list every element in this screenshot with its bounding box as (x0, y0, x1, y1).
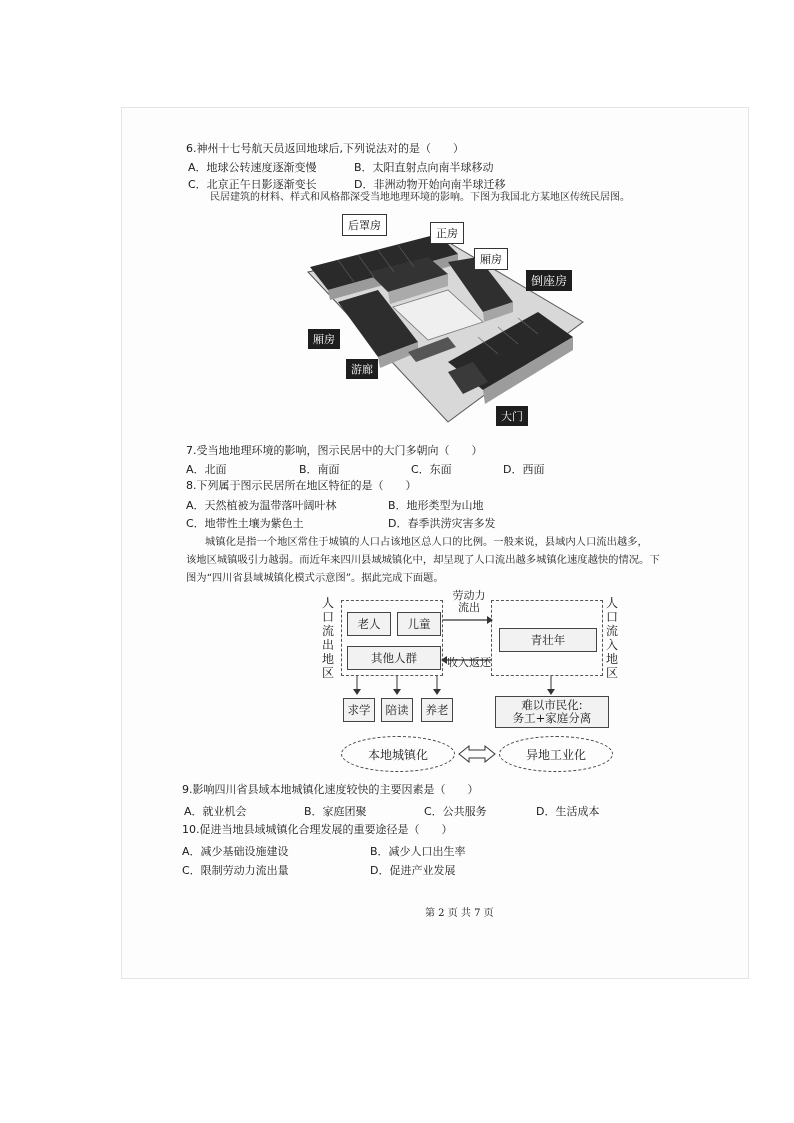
label-gate: 大门 (496, 406, 528, 426)
elderly-box: 老人 (347, 612, 391, 636)
q9-option-a: A．就业机会 (184, 805, 247, 818)
q9-stem: 9.影响四川省县域本地城镇化速度较快的主要因素是（ ） (182, 783, 479, 796)
local-urbanization-ellipse: 本地城镇化 (341, 736, 455, 772)
q10-option-a: A．减少基础设施建设 (182, 845, 289, 858)
down-arrow-right (541, 674, 561, 696)
q9-option-b: B．家庭团聚 (304, 805, 367, 818)
q7-option-c: C．东面 (411, 463, 452, 476)
courtyard-house-figure (298, 212, 590, 430)
q8-option-b: B．地形类型为山地 (388, 499, 484, 512)
q8-option-a: A．天然植被为温带落叶阔叶林 (186, 499, 337, 512)
q6-option-d: D．非洲动物开始向南半球迁移 (354, 178, 506, 191)
down-arrows (341, 674, 451, 696)
label-opposite-house: 倒座房 (526, 270, 572, 291)
q10-option-d: D．促进产业发展 (370, 864, 456, 877)
q8-option-d: D．春季洪涝灾害多发 (388, 517, 496, 530)
children-box: 儿童 (397, 612, 441, 636)
q6-option-a: A．地球公转速度逐渐变慢 (188, 161, 317, 174)
q7-option-b: B．南面 (299, 463, 340, 476)
q7-option-a: A．北面 (186, 463, 227, 476)
page-number: 第 2 页 共 7 页 (425, 908, 494, 919)
label-main-house: 正房 (430, 222, 464, 244)
q8-option-c: C．地带性土壤为紫色土 (186, 517, 304, 530)
remote-industrialization-ellipse: 异地工业化 (499, 736, 613, 772)
label-side-house-right: 厢房 (474, 248, 508, 270)
label-corridor: 游廊 (346, 359, 378, 379)
retire-box: 养老 (421, 698, 453, 722)
q9-option-d: D．生活成本 (536, 805, 600, 818)
q6-option-b: B．太阳直射点向南半球移动 (354, 161, 494, 174)
intro2-line-1: 城镇化是指一个地区常住于城镇的人口占该地区总人口的比例。一般来说，县域内人口流出越多， (205, 536, 648, 548)
left-vertical-label: 人口流出地区 (321, 596, 334, 680)
others-box: 其他人群 (347, 646, 441, 670)
labor-outflow-line-1: 劳动力 (452, 589, 486, 602)
intro2-line-2: 该地区城镇吸引力越弱。而近年来四川县域城镇化中，却呈现了人口流出越多城镇化速度越快的情况。下 (186, 554, 660, 566)
q7-stem: 7.受当地地理环境的影响，图示民居中的大门多朝向（ ） (186, 444, 483, 457)
double-arrow-icon (457, 744, 497, 764)
q8-stem: 8.下列属于图示民居所在地区特征的是（ ） (186, 479, 417, 492)
intro-paragraph-1: 民居建筑的材料、样式和风格都深受当地地理环境的影响。下图为我国北方某地区传统民居图。 (210, 192, 630, 203)
urbanization-model-diagram (315, 590, 635, 775)
labor-outflow-label (449, 590, 489, 614)
hard-urbanize-box (495, 696, 609, 728)
courtyard-house-illustration (298, 212, 590, 430)
hard-urbanize-line-1: 难以市民化: (521, 698, 583, 712)
label-side-house-left: 厢房 (308, 329, 340, 349)
q10-option-c: C．限制劳动力流出量 (182, 864, 289, 877)
q9-option-c: C．公共服务 (424, 805, 487, 818)
q6-stem: 6.神州十七号航天员返回地球后,下列说法对的是（ ） (186, 142, 464, 155)
hard-urbanize-line-2: 务工+家庭分离 (512, 711, 592, 725)
q7-option-d: D．西面 (503, 463, 545, 476)
labor-outflow-line-2: 流出 (458, 601, 480, 614)
q10-option-b: B．减少人口出生率 (370, 845, 466, 858)
q6-option-c: C．北京正午日影逐渐变长 (188, 178, 317, 191)
label-back-house: 后罩房 (342, 214, 387, 236)
youth-box: 青壮年 (499, 628, 597, 652)
right-vertical-label: 人口流入地区 (605, 596, 618, 680)
study-box: 求学 (343, 698, 375, 722)
q10-stem: 10.促进当地县域城镇化合理发展的重要途径是（ ） (182, 823, 453, 836)
income-return-label: 收入返还 (447, 656, 491, 669)
intro2-line-3: 图为“四川省县域城镇化模式示意图”。据此完成下面题。 (186, 572, 444, 584)
accompany-box: 陪读 (381, 698, 413, 722)
